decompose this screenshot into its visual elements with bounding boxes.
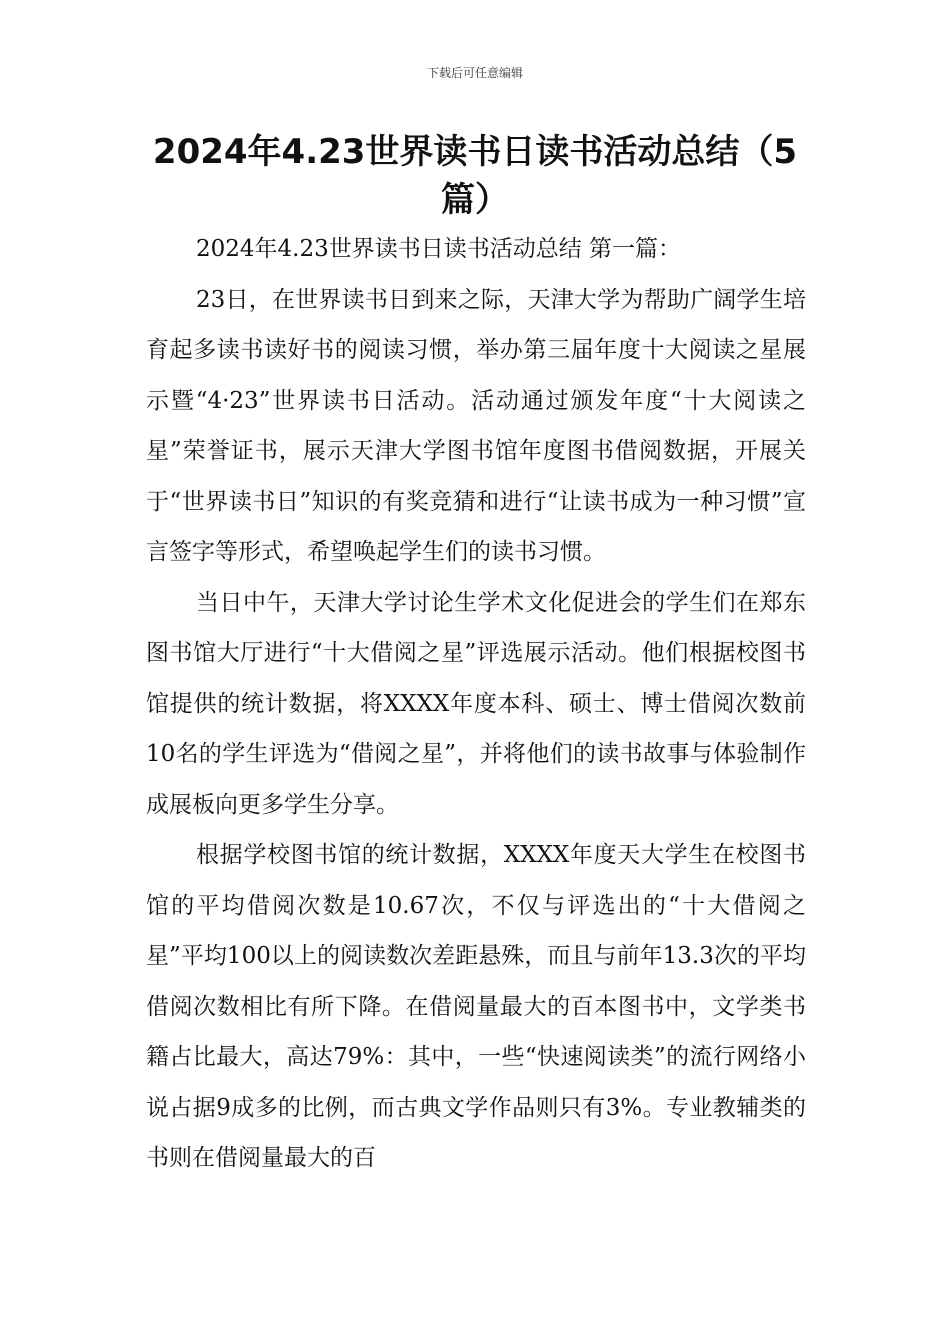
paragraph-3: 根据学校图书馆的统计数据，XXXX年度天大学生在校图书馆的平均借阅次数是10.67次，不仅与评选出的“十大借阅之星”平均100以上的阅读数次差距悬殊，而且与前年13.3次的平均借阅次数相比有所下降。在借阅量最大的百本图书中，文学类书籍占比最大，高达79%：其中，一些“快速阅读类”的流行网络小说占据9成多的比例，而古典文学作品则只有3%。专业教辅类的书则在借阅量最大的百 (146, 842, 806, 1171)
section-heading: 2024年4.23世界读书日读书活动总结 第一篇： (196, 236, 682, 262)
document-body (146, 224, 806, 1184)
document-title: 2024年4.23世界读书日读书活动总结（5篇） (152, 132, 798, 220)
paragraph-2: 当日中午，天津大学讨论生学术文化促进会的学生们在郑东图书馆大厅进行“十大借阅之星”评选展示活动。他们根据校图书馆提供的统计数据，将XXXX年度本科、硕士、博士借阅次数前10名的学生评选为“借阅之星”，并将他们的读书故事与体验制作成展板向更多学生分享。 (146, 589, 806, 818)
paragraph-1: 23日，在世界读书日到来之际，天津大学为帮助广阔学生培育起多读书读好书的阅读习惯，举办第三届年度十大阅读之星展示暨“4·23”世界读书日活动。活动通过颁发年度“十大阅读之星”荣誉证书，展示天津大学图书馆年度图书借阅数据，开展关于“世界读书日”知识的有奖竞猜和进行“让读书成为一种习惯”宣言签字等形式，希望唤起学生们的读书习惯。 (146, 286, 806, 565)
header-note: 下载后可任意编辑 (426, 66, 523, 80)
